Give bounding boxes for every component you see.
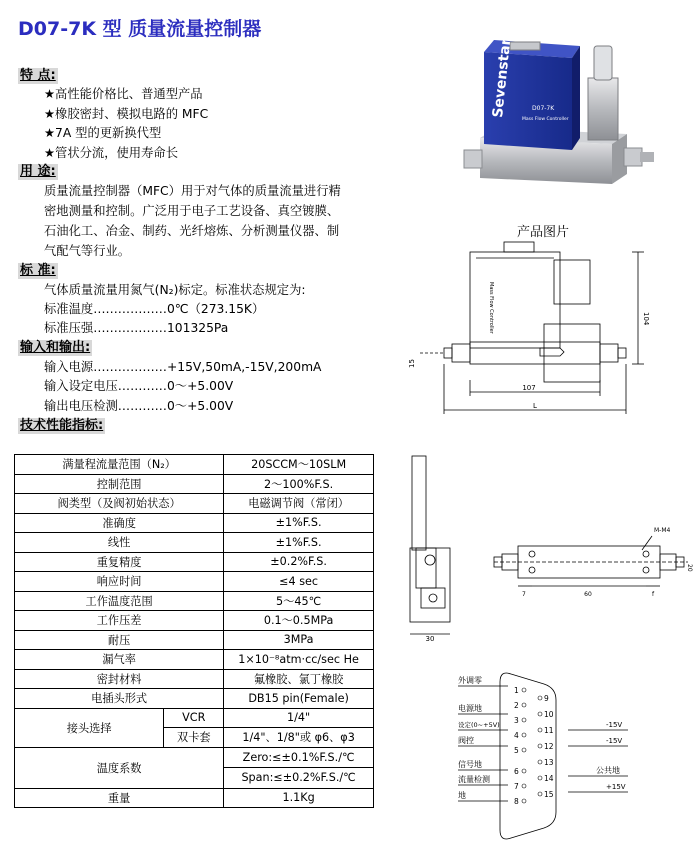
connector-ferrule-value: 1/4"、1/8"或 φ6、φ3 — [224, 728, 374, 748]
table-row — [15, 689, 374, 709]
spec-label: 密封材料 — [15, 669, 224, 689]
pin-number: 12 — [544, 742, 554, 751]
spec-value: 0.1～0.5MPa — [224, 611, 374, 631]
table-row — [15, 455, 374, 475]
spec-value: ±1%F.S. — [224, 513, 374, 533]
table-row — [15, 611, 374, 631]
spec-value: ±0.2%F.S. — [224, 552, 374, 572]
spec-label: 控制范围 — [15, 474, 224, 494]
table-row — [15, 572, 374, 592]
pin-number: 15 — [544, 790, 554, 799]
pin-number: 6 — [514, 767, 519, 776]
feature-item: ★管状分流，使用寿命长 — [44, 146, 178, 160]
pin-number: 3 — [514, 716, 519, 725]
spec-label: 准确度 — [15, 513, 224, 533]
standard-temp: 标准温度………………0℃（273.15K） — [44, 302, 265, 316]
pin-label: 外调零 — [458, 676, 482, 685]
spec-table — [14, 454, 374, 808]
spec-label: 重复精度 — [15, 552, 224, 572]
bottom-view-drawing — [492, 520, 692, 604]
temp-coeff-label: 温度系数 — [15, 747, 224, 788]
photo-brand: Sevenstar — [490, 37, 515, 119]
table-row — [15, 591, 374, 611]
pin-label: 地 — [458, 791, 466, 800]
side-view-drawing — [404, 240, 654, 436]
weight-value: 1.1Kg — [224, 788, 374, 808]
weight-label: 重量 — [15, 788, 224, 808]
spec-label: 工作温度范围 — [15, 591, 224, 611]
spec-value: 1×10⁻⁸atm·cc/sec He — [224, 650, 374, 670]
table-row — [15, 630, 374, 650]
pin-number: 1 — [514, 686, 519, 695]
end-view-drawing — [408, 452, 458, 642]
table-row — [15, 513, 374, 533]
pin-label: -15V — [606, 737, 623, 745]
spec-label: 耐压 — [15, 630, 224, 650]
photo-caption: 产品图片 — [517, 225, 570, 240]
table-row — [15, 650, 374, 670]
dim-f: f — [652, 591, 655, 598]
pin-number: 2 — [514, 701, 519, 710]
table-row — [15, 552, 374, 572]
pin-label: 阀控 — [458, 736, 474, 745]
table-row — [15, 788, 374, 808]
connector-label: 接头选择 — [15, 708, 164, 747]
pin-number: 10 — [544, 710, 554, 719]
dim-7: 7 — [522, 591, 526, 598]
usage-line: 气配气等行业。 — [44, 244, 131, 258]
spec-label: 满量程流量范围（N₂） — [15, 455, 224, 475]
spec-value: 氟橡胶、氯丁橡胶 — [224, 669, 374, 689]
pin-numbers-right — [544, 694, 554, 799]
usage-line: 石油化工、冶金、制药、光纤熔炼、分析测量仪器、制 — [44, 224, 340, 238]
standard-pressure: 标准压强………………101325Pa — [44, 321, 229, 335]
standard-heading: 标 准: — [20, 263, 56, 278]
io-heading: 输入和输出: — [20, 340, 91, 355]
pin-label: 设定(0~+5V) — [458, 721, 500, 729]
connector-ferrule-label: 双卡套 — [164, 728, 224, 748]
spec-value: 5～45℃ — [224, 591, 374, 611]
feature-item: ★7A 型的更新换代型 — [44, 126, 162, 140]
table-row — [15, 747, 374, 768]
usage-heading: 用 途: — [20, 164, 56, 179]
usage-line: 密地测量和控制。广泛用于电子工艺设备、真空镀膜、 — [44, 204, 340, 218]
pinout-diagram — [456, 670, 686, 842]
temp-coeff-span: Span:≤±0.2%F.S./℃ — [224, 768, 374, 789]
table-row — [15, 474, 374, 494]
pin-label: -15V — [606, 721, 623, 729]
spec-value: DB15 pin(Female) — [224, 689, 374, 709]
page-title: D07-7K 型 质量流量控制器 — [18, 18, 262, 40]
product-photo — [462, 38, 662, 194]
dim-thread: M-M4 — [654, 527, 671, 534]
tech-heading: 技术性能指标: — [20, 418, 104, 433]
pin-label: +15V — [606, 783, 626, 791]
features-heading: 特 点: — [20, 68, 56, 83]
spec-value: 20SCCM～10SLM — [224, 455, 374, 475]
dim-L: L — [533, 402, 537, 410]
table-row — [15, 669, 374, 689]
spec-value: 电磁调节阀（常闭） — [224, 494, 374, 514]
dim-15: 15 — [408, 359, 416, 368]
spec-label: 阀类型（及阀初始状态） — [15, 494, 224, 514]
table-row — [15, 708, 374, 728]
connector-vcr-label: VCR — [164, 708, 224, 728]
table-row — [15, 533, 374, 553]
spec-label: 电插头形式 — [15, 689, 224, 709]
dim-107: 107 — [522, 384, 536, 392]
connector-vcr-value: 1/4" — [224, 708, 374, 728]
pin-number: 13 — [544, 758, 554, 767]
table-row — [15, 494, 374, 514]
photo-name: Mass Flow Controller — [522, 117, 569, 122]
pin-number: 5 — [514, 746, 519, 755]
pin-numbers-left — [514, 686, 519, 806]
spec-value: 3MPa — [224, 630, 374, 650]
pin-number: 11 — [544, 726, 554, 735]
dim-104: 104 — [642, 312, 650, 326]
io-power: 输入电源………………+15V,50mA,-15V,200mA — [44, 360, 322, 374]
spec-value: ±1%F.S. — [224, 533, 374, 553]
pin-label: 公共地 — [596, 766, 620, 775]
spec-value: ≤4 sec — [224, 572, 374, 592]
io-detect: 输出电压检测…………0～+5.00V — [44, 399, 234, 413]
spec-value: 2～100%F.S. — [224, 474, 374, 494]
spec-label: 响应时间 — [15, 572, 224, 592]
feature-item: ★橡胶密封、模拟电路的 MFC — [44, 107, 209, 121]
standard-intro: 气体质量流量用氮气(N₂)标定。标准状态规定为: — [44, 283, 306, 297]
dim-20: 20 — [686, 564, 693, 572]
usage-line: 质量流量控制器（MFC）用于对气体的质量流量进行精 — [44, 184, 341, 198]
pin-number: 9 — [544, 694, 549, 703]
pin-number: 4 — [514, 731, 519, 740]
temp-coeff-zero: Zero:≤±0.1%F.S./℃ — [224, 747, 374, 768]
pin-label: 流量检测 — [458, 775, 490, 784]
spec-label: 漏气率 — [15, 650, 224, 670]
photo-model: D07-7K — [532, 105, 555, 112]
spec-label: 线性 — [15, 533, 224, 553]
dim-30: 30 — [425, 635, 435, 643]
feature-item: ★高性能价格比、普通型产品 — [44, 87, 203, 101]
pin-number: 7 — [514, 782, 519, 791]
spec-label: 工作压差 — [15, 611, 224, 631]
io-setpoint: 输入设定电压…………0～+5.00V — [44, 379, 234, 393]
pin-label: 信号地 — [458, 760, 482, 769]
pin-label: 电源地 — [458, 704, 482, 713]
drawing-label: Mass Flow Controller — [488, 282, 494, 334]
dim-60: 60 — [584, 591, 592, 598]
pin-number: 14 — [544, 774, 554, 783]
pin-number: 8 — [514, 797, 519, 806]
